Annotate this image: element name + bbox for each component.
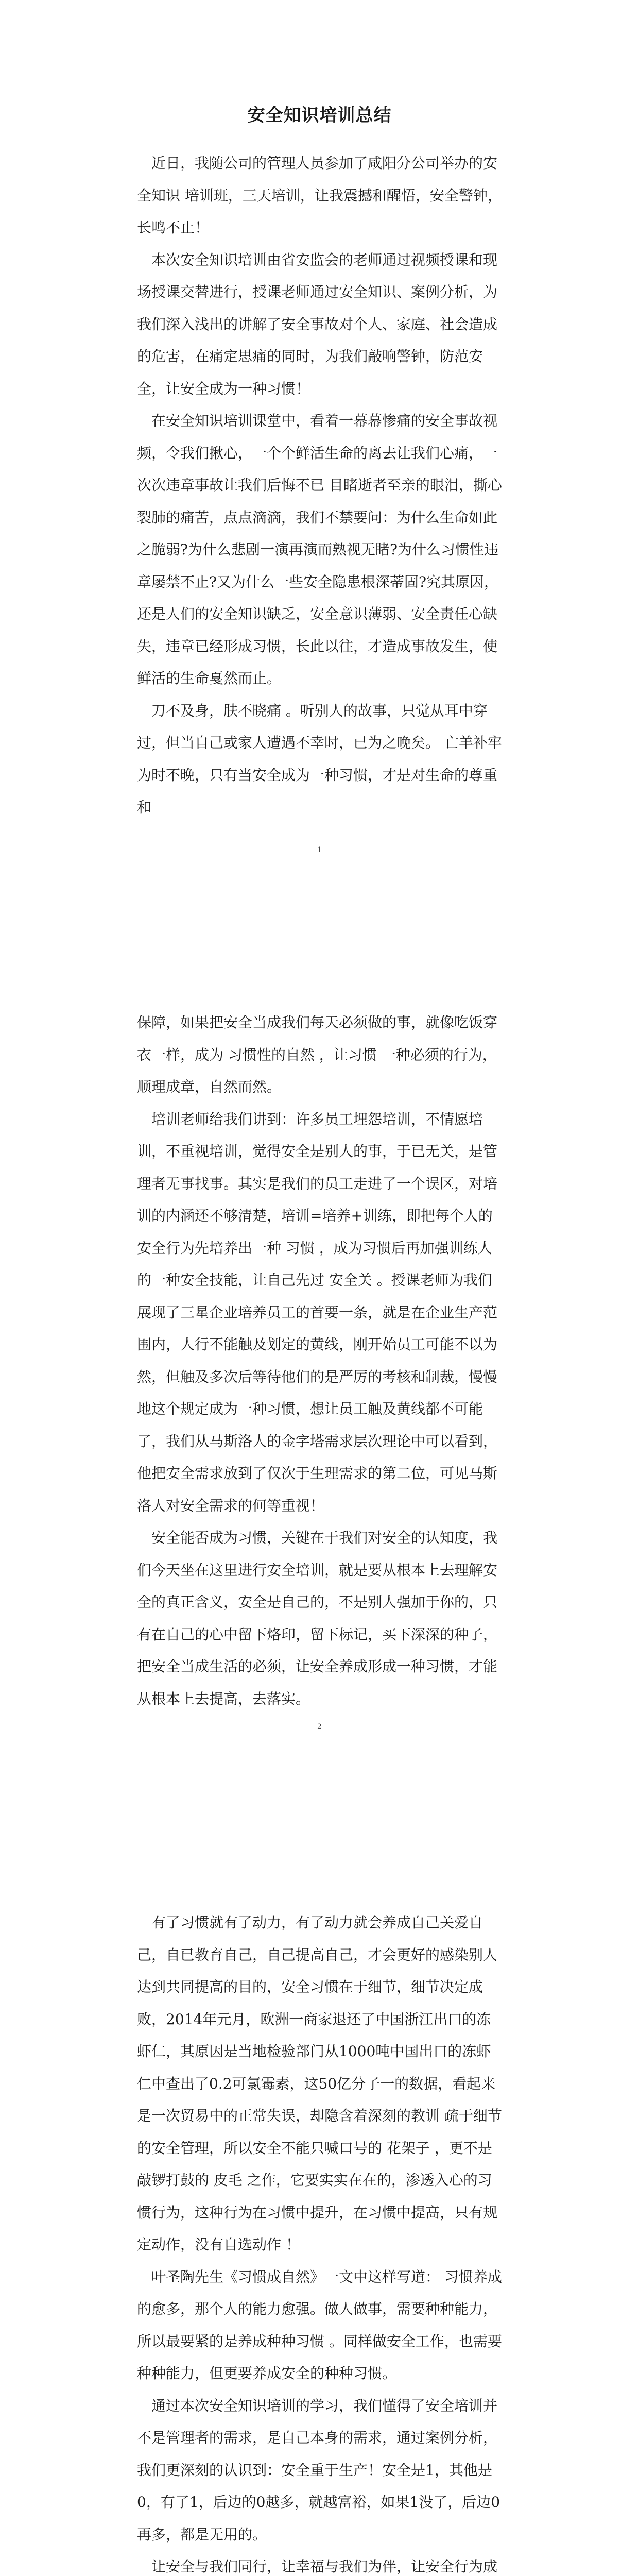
paragraph: 保障，如果把安全当成我们每天必须做的事，就像吃饭穿衣一样，成为 习惯性的自然 ，让习惯 一种必须的行为，顺理成章，自然而然。	[137, 1014, 498, 1095]
page-number: 1	[317, 846, 322, 854]
page-body	[137, 147, 503, 824]
paragraph: 本次安全知识培训由省安监会的老师通过视频授课和现场授课交替进行，授课老师通过安全知识、案例分析，为我们深入浅出的讲解了安全事故对个人、家庭、社会造成的危害，在痛定思痛的同时，为我们敲响警钟，防范安全，让安全成为一种习惯！	[137, 251, 498, 397]
paragraph: 在安全知识培训课堂中，看着一幕幕惨痛的安全事故视频，令我们揪心，一个个鲜活生命的离去让我们心痛，一次次违章事故让我们后悔不已 目睹逝者至亲的眼泪，撕心裂肺的痛苦，点点滴滴，我们不禁要问：为什么生命如此之脆弱?为什么悲剧一演再演而熟视无睹?为什么习惯性违章屡禁不止?又为什么一些安全隐患根深蒂固?究其原因，还是人们的安全知识缺乏，安全意识薄弱、安全责任心缺失，违章已经形成习惯，长此以往，才造成事故发生，使鲜活的生命戛然而止。	[137, 412, 502, 687]
page-3	[0, 1807, 639, 2576]
page-body	[137, 1907, 503, 2576]
paragraph: 有了习惯就有了动力，有了动力就会养成自己关爱自己，自已教育自己，自己提高自己，才会更好的感染别人达到共同提高的目的，安全习惯在于细节，细节决定成败，2014年元月，欧洲一商家退还了中国浙江出口的冻虾仁，其原因是当地检验部门从1000吨中国出口的冻虾仁中查出了0.2可氯霉素，这50亿分子一的数据，看起来是一次贸易中的正常失误，却隐含着深刻的教训 疏于细节的安全管理，所以安全不能只喊口号的 花架子 ，更不是敲锣打鼓的 皮毛 之作，它要实实在在的，渗透入心的习惯行为，这种行为在习惯中提升，在习惯中提高，只有规定动作，没有自选动作 ！	[137, 1914, 502, 2253]
paragraph: 刀不及身，肤不晓痛 。听别人的故事，只觉从耳中穿过，但当自己或家人遭遇不幸时，已为之晚矣。 亡羊补牢 为时不晚，只有当安全成为一种习惯，才是对生命的尊重和	[137, 702, 502, 816]
paragraph: 通过本次安全知识培训的学习，我们懂得了安全培训并不是管理者的需求，是自己本身的需求，通过案例分析，我们更深刻的认识到：安全重于生产！安全是1，其他是0，有了1，后边的0越多，就越富裕，如果1没了，后边0再多，都是无用的。	[137, 2397, 500, 2543]
paragraph: 培训老师给我们讲到：许多员工埋怨培训，不情愿培训，不重视培训，觉得安全是别人的事，于已无关，是管理者无事找事。其实是我们的员工走进了一个误区，对培训的内涵还不够清楚，培训=培养+训练，即把每个人的安全行为先培养出一种 习惯 ，成为习惯后再加强训练人的一种安全技能，让自己先过 安全关 。授课老师为我们展现了三星企业培养员工的首要一条，就是在企业生产范围内，人行不能触及划定的黄线，刚开始员工可能不以为然，但触及多次后等待他们的是严厉的考核和制裁，慢慢地这个规定成为一种习惯，想让员工触及黄线都不可能了，我们从马斯洛人的金字塔需求层次理论中可以看到，他把安全需求放到了仅次于生理需求的第二位，可见马斯洛人对安全需求的何等重视！	[137, 1110, 498, 1514]
page-2	[0, 904, 639, 1807]
paragraph: 安全能否成为习惯，关键在于我们对安全的认知度，我们今天坐在这里进行安全培训，就是要从根本上去理解安全的真正含义，安全是自己的，不是别人强加于你的，只有在自己的心中留下烙印，留下标记，买下深深的种子，把安全当成生活的必须，让安全养成形成一种习惯，才能从根本上去提高，去落实。	[137, 1529, 498, 1707]
paragraph: 叶圣陶先生《习惯成自然》一文中这样写道： 习惯养成的愈多，那个人的能力愈强。做人做事，需要种种能力，所以最要紧的是养成种种习惯 。同样做安全工作，也需要种种能力，但更要养成安全的种种习惯。	[137, 2268, 502, 2382]
page-number: 2	[317, 1723, 322, 1731]
page-body	[137, 1007, 503, 1715]
page-1	[0, 0, 639, 904]
paragraph: 近日，我随公司的管理人员参加了咸阳分公司举办的安全知识 培训班，三天培训，让我震撼和醒悟，安全警钟，长鸣不止！	[137, 155, 502, 236]
paragraph: 让安全与我们同行，让幸福与我们为伴，让安全行为成	[151, 2558, 498, 2575]
document-title: 安全知识培训总结	[247, 105, 392, 126]
